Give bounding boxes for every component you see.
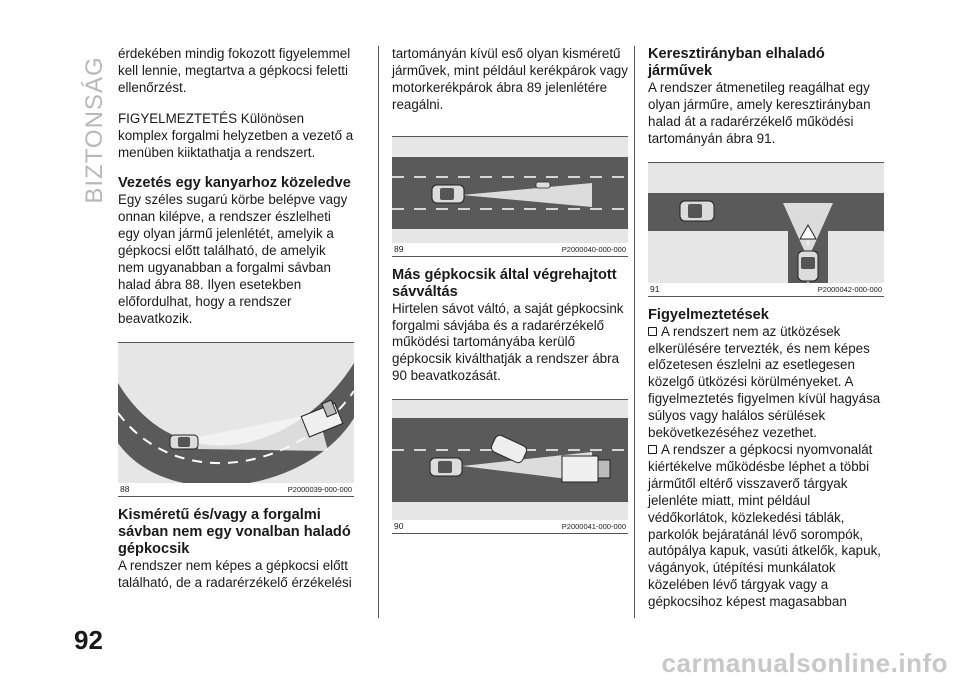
section-heading: Más gépkocsik által végrehajtott sávváltás [392,266,617,300]
figure-caption [648,283,884,296]
crossing-car [680,201,714,221]
own-car [430,458,462,476]
figure-90 [392,399,628,534]
motorcycle-road-illustration [392,137,628,243]
paragraph: Egy széles sugarú körbe belépve vagy onnan kilépve, a rendszer észlelheti egy olyan jármű jelenlétét, amelyik a gépkocsi előtt található, de amelyik nem ugyanabban a forgalmi sávban halad ábra 88. Ilyen esetekben előfordulhat, hogy a rendszer beavatkozik. [118,192,348,326]
figure-caption [392,520,628,533]
figure-code: P2000041-000-000 [561,522,626,532]
section-heading: Vezetés egy kanyarhoz közeledve [118,175,351,192]
figure-89 [392,136,628,257]
figure-number: 91 [650,283,660,294]
column-1 [118,46,354,606]
column-3 [648,46,884,611]
figure-91 [648,162,884,297]
figure-code: P2000039-000-000 [287,484,352,494]
paragraph: A rendszer nem képes a gépkocsi előtt található, de a radarérzékelő érzékelési [118,557,352,590]
section-heading: Figyelmeztetések [648,306,769,323]
column-divider [634,46,635,618]
column-2 [392,46,628,544]
own-car [170,435,198,449]
cross-traffic-illustration [648,163,884,283]
watermark: carmanualsonline.info [661,648,948,678]
curve-road-illustration [118,343,354,483]
figure-number: 90 [394,521,404,532]
section-heading: Kisméretű és/vagy a forgalmi sávban nem egy vonalban haladó gépkocsik [118,506,351,557]
section-heading: Keresztirányban elhaladó járművek [648,46,825,79]
figure-caption [118,483,354,496]
figure-number: 89 [394,243,404,254]
section-side-label [70,40,120,220]
paragraph: A rendszer átmenetileg reagálhat egy olyan járműre, amely keresztirányban halad át a radarérzékelő működési tartományán ábra 91. [648,80,871,146]
figure-code: P2000040-000-000 [561,244,626,254]
motorcycle [536,182,550,188]
truck [562,456,610,482]
page-number: 92 [74,625,103,655]
figure-number: 88 [120,483,130,494]
paragraph: FIGYELMEZTETÉS Különösen komplex forgalmi helyzetben a vezető a menüben kiiktathatja a rendszert. [118,110,354,160]
warning-icon [648,445,658,455]
figure-code: P2000042-000-000 [817,284,882,294]
warning-text: A rendszert nem az ütközések elkerülésére tervezték, és nem képes előzetesen észlelni az esetlegesen közelgő ütközési körülményeket. A figyelmeztetés figyelmen kívül hagyása súlyos vagy halálos sérülések bekövetkezéséhez vezethet. [648,323,881,441]
own-car [798,251,818,281]
warning-paragraph [648,442,884,611]
warning-icon [648,327,658,337]
lane-change-illustration [392,400,628,520]
own-car [432,185,464,203]
warning-paragraph [648,324,884,442]
column-divider [378,46,379,618]
paragraph: érdekében mindig fokozott figyelemmel kell lennie, megtartva a gépkocsi feletti ellenőrzést. [118,46,351,95]
paragraph: tartományán kívül eső olyan kisméretű járművek, mint például kerékpárok vagy motorkerékpárok ábra 89 jelenlétére reagálni. [392,46,628,112]
section-title: BIZTONSÁG [81,56,108,204]
warning-text: A rendszer a gépkocsi nyomvonalát kiértékelve működésbe léphet a többi járműtől eltérő visszaverő tárgyak jelenléte miatt, mint például védőkorlátok, közlekedési táblák, parkolók bejáratánál lévő sorompók, autópálya kapuk, vasúti átkelők, kapuk, vágányok, útépítési munkálatok közelében lévő tárgyak vagy a gépkocsihoz képest magasabban [648,441,881,610]
figure-caption [392,243,628,256]
paragraph: Hirtelen sávot váltó, a saját gépkocsink forgalmi sávjába és a radarérzékelő működési tartományába kerülő gépkocsik kiválthatják a rendszer ábra 90 beavatkozását. [392,300,624,384]
figure-88 [118,342,354,497]
